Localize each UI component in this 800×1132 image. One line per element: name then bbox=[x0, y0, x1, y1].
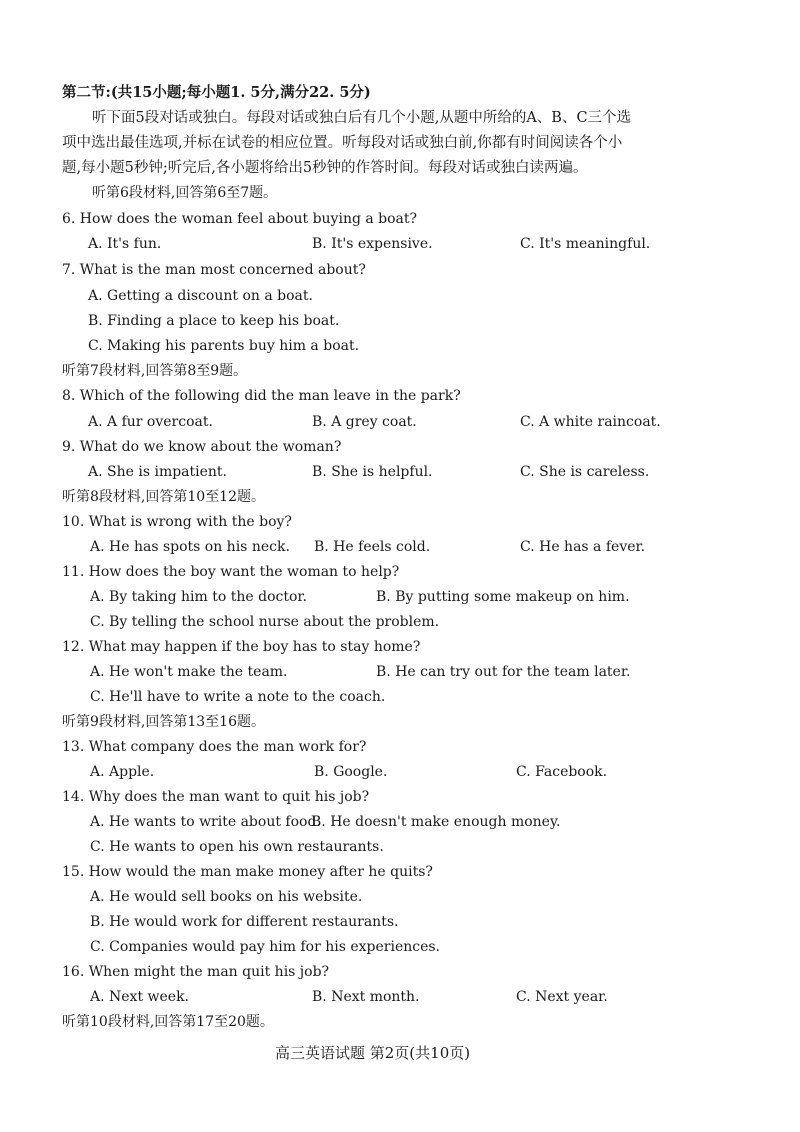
question-8-option-c: C. A white raincoat. bbox=[520, 414, 661, 430]
instruction-line-1: 听下面5段对话或独白。每段对话或独白后有几个小题,从题中所给的A、B、C三个选 bbox=[92, 110, 632, 126]
question-8-option-b: B. A grey coat. bbox=[312, 414, 417, 430]
question-9-option-b: B. She is helpful. bbox=[312, 464, 433, 480]
material-6-heading: 听第6段材料,回答第6至7题。 bbox=[92, 185, 278, 201]
question-16-option-c: C. Next year. bbox=[516, 989, 608, 1005]
question-7-option-c: C. Making his parents buy him a boat. bbox=[88, 338, 360, 354]
question-10-option-b: B. He feels cold. bbox=[314, 539, 431, 555]
question-6-option-a: A. It's fun. bbox=[88, 236, 162, 252]
question-16-stem: 16. When might the man quit his job? bbox=[62, 964, 330, 980]
question-12-option-c: C. He'll have to write a note to the coach. bbox=[90, 689, 386, 705]
material-9-heading: 听第9段材料,回答第13至16题。 bbox=[62, 714, 265, 730]
question-9-option-a: A. She is impatient. bbox=[88, 464, 228, 480]
question-16-option-b: B. Next month. bbox=[312, 989, 420, 1005]
question-12-stem: 12. What may happen if the boy has to stay home? bbox=[62, 639, 421, 655]
page-footer: 高三英语试题 第2页(共10页) bbox=[275, 1044, 471, 1062]
question-14-option-c: C. He wants to open his own restaurants. bbox=[90, 839, 384, 855]
question-10-option-c: C. He has a fever. bbox=[520, 539, 646, 555]
question-8-stem: 8. Which of the following did the man leave in the park? bbox=[62, 388, 461, 404]
section-title: 第二节:(共15小题;每小题1. 5分,满分22. 5分) bbox=[62, 84, 371, 101]
question-13-option-c: C. Facebook. bbox=[516, 764, 608, 780]
question-15-stem: 15. How would the man make money after he quits? bbox=[62, 864, 433, 880]
question-8-option-a: A. A fur overcoat. bbox=[88, 414, 213, 430]
question-9-option-c: C. She is careless. bbox=[520, 464, 650, 480]
question-10-stem: 10. What is wrong with the boy? bbox=[62, 514, 292, 530]
instruction-line-3: 题,每小题5秒钟;听完后,各小题将给出5秒钟的作答时间。每段对话或独白读两遍。 bbox=[62, 160, 588, 176]
question-6-option-c: C. It's meaningful. bbox=[520, 236, 651, 252]
question-12-option-a: A. He won't make the team. bbox=[90, 664, 288, 680]
question-16-option-a: A. Next week. bbox=[90, 989, 190, 1005]
material-10-heading: 听第10段材料,回答第17至20题。 bbox=[62, 1014, 274, 1030]
question-9-stem: 9. What do we know about the woman? bbox=[62, 439, 342, 455]
question-15-option-b: B. He would work for different restaurants. bbox=[90, 914, 399, 930]
question-6-stem: 6. How does the woman feel about buying a boat? bbox=[62, 211, 418, 227]
question-7-option-b: B. Finding a place to keep his boat. bbox=[88, 313, 340, 329]
question-15-option-a: A. He would sell books on his website. bbox=[90, 889, 363, 905]
question-15-option-c: C. Companies would pay him for his experiences. bbox=[90, 939, 440, 955]
question-11-option-b: B. By putting some makeup on him. bbox=[376, 589, 630, 605]
question-6-option-b: B. It's expensive. bbox=[312, 236, 433, 252]
question-14-option-a: A. He wants to write about food. bbox=[90, 814, 321, 830]
question-12-option-b: B. He can try out for the team later. bbox=[376, 664, 631, 680]
question-13-option-b: B. Google. bbox=[314, 764, 388, 780]
question-14-stem: 14. Why does the man want to quit his job? bbox=[62, 789, 370, 805]
question-11-option-c: C. By telling the school nurse about the problem. bbox=[90, 614, 440, 630]
question-10-option-a: A. He has spots on his neck. bbox=[90, 539, 290, 555]
material-7-heading: 听第7段材料,回答第8至9题。 bbox=[62, 363, 248, 379]
question-13-option-a: A. Apple. bbox=[90, 764, 155, 780]
question-7-stem: 7. What is the man most concerned about? bbox=[62, 262, 366, 278]
material-8-heading: 听第8段材料,回答第10至12题。 bbox=[62, 489, 265, 505]
question-14-option-b: B. He doesn't make enough money. bbox=[311, 814, 561, 830]
question-11-stem: 11. How does the boy want the woman to help? bbox=[62, 564, 400, 580]
question-13-stem: 13. What company does the man work for? bbox=[62, 739, 367, 755]
instruction-line-2: 项中选出最佳选项,并标在试卷的相应位置。听每段对话或独白前,你都有时间阅读各个小 bbox=[62, 135, 623, 151]
question-11-option-a: A. By taking him to the doctor. bbox=[90, 589, 308, 605]
question-7-option-a: A. Getting a discount on a boat. bbox=[88, 288, 313, 304]
